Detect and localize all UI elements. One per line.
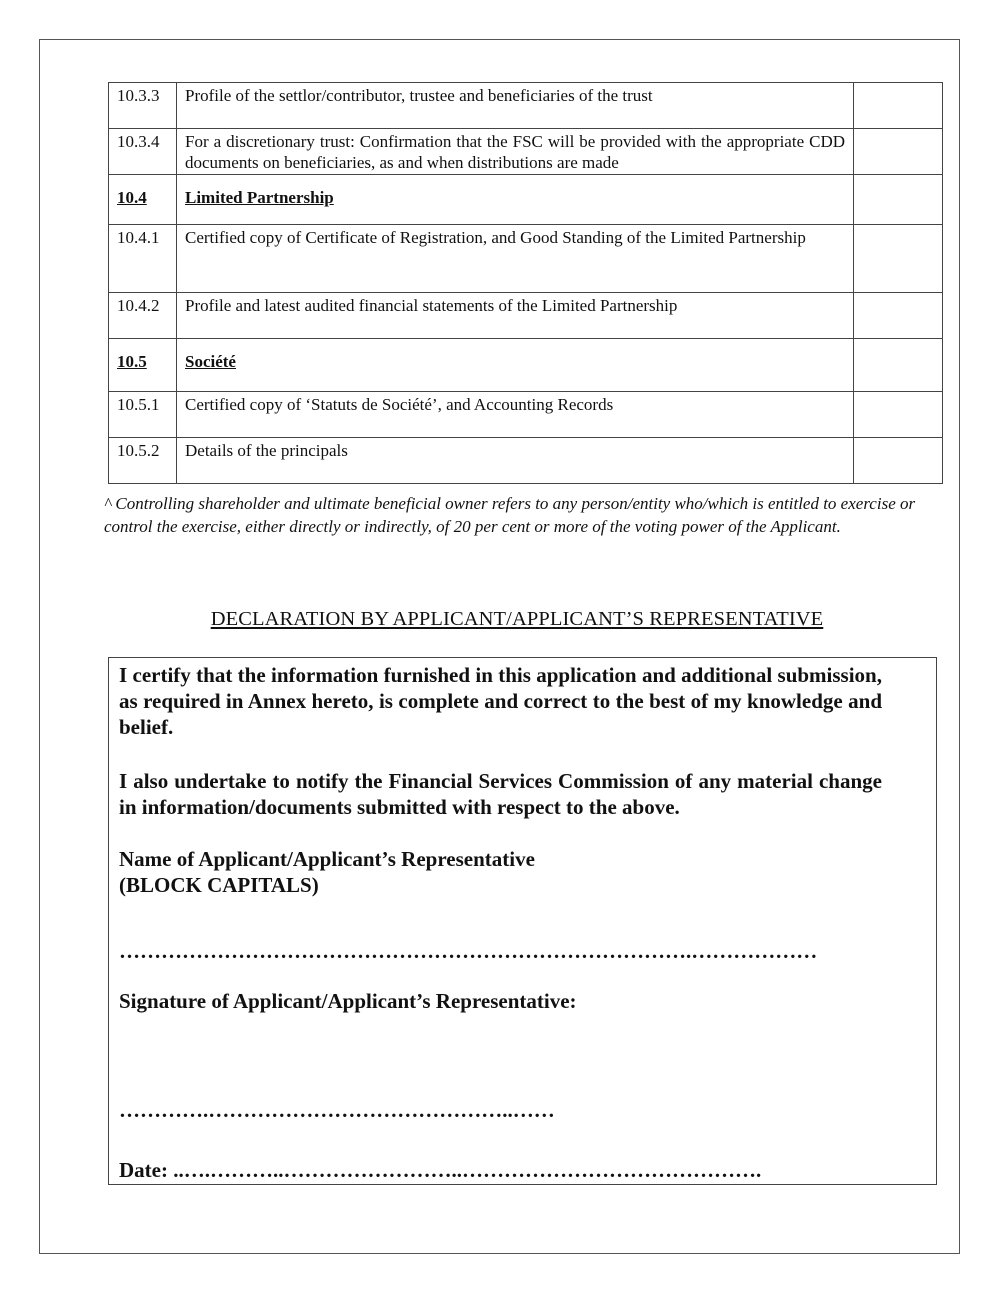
table-row: [109, 392, 943, 438]
item-number: 10.3.4: [109, 129, 177, 175]
signature-label: Signature of Applicant/Applicant’s Representative:: [119, 989, 577, 1013]
checkbox-cell[interactable]: [854, 438, 943, 484]
requirements-table: [108, 82, 943, 484]
date-line[interactable]: Date: ..….………..……………………..…………………………………….: [119, 1158, 762, 1182]
checkbox-cell[interactable]: [854, 83, 943, 129]
item-description: [177, 129, 854, 175]
name-label-block: [119, 846, 535, 898]
item-number: 10.4: [109, 175, 177, 225]
table-row: [109, 129, 943, 175]
item-description: [177, 392, 854, 438]
item-description-text: Société: [185, 352, 236, 371]
item-description-text: For a discretionary trust: Confirmation that the FSC will be provided with the appropriate CDD documents on beneficiaries, as and when distributions are made: [185, 132, 845, 172]
name-label: Name of Applicant/Applicant’s Representative: [119, 847, 535, 871]
signature-line[interactable]: ………….……………………………………..……: [119, 1098, 555, 1122]
checkbox-cell[interactable]: [854, 293, 943, 339]
table-row: [109, 225, 943, 293]
certification-paragraph: I certify that the information furnished in this application and additional submission, as required in Annex hereto, is complete and correct to the best of my knowledge and belief.: [119, 663, 882, 739]
name-line[interactable]: ……………………………………………………………………….………………: [119, 939, 818, 963]
item-number: 10.5.1: [109, 392, 177, 438]
item-description: [177, 225, 854, 293]
checkbox-cell[interactable]: [854, 225, 943, 293]
item-number: 10.4.1: [109, 225, 177, 293]
declaration-title: DECLARATION BY APPLICANT/APPLICANT’S REPRESENTATIVE: [210, 608, 824, 630]
checkbox-cell[interactable]: [854, 392, 943, 438]
table-row: [109, 293, 943, 339]
section-row: [109, 175, 943, 225]
item-description-text: Details of the principals: [185, 441, 348, 460]
item-description-text: Profile of the settlor/contributor, trustee and beneficiaries of the trust: [185, 86, 653, 105]
item-description: [177, 438, 854, 484]
checkbox-cell[interactable]: [854, 175, 943, 225]
checkbox-cell[interactable]: [854, 339, 943, 392]
item-description: [177, 83, 854, 129]
name-sublabel: (BLOCK CAPITALS): [119, 873, 319, 897]
item-number: 10.5: [109, 339, 177, 392]
item-number: 10.4.2: [109, 293, 177, 339]
item-description: [177, 175, 854, 225]
item-number: 10.3.3: [109, 83, 177, 129]
table-row: [109, 83, 943, 129]
table-row: [109, 438, 943, 484]
item-description-text: Certified copy of ‘Statuts de Société’, and Accounting Records: [185, 395, 614, 414]
checkbox-cell[interactable]: [854, 129, 943, 175]
footnote: ^ Controlling shareholder and ultimate beneficial owner refers to any person/entity who/which is entitled to exercise or control the exercise, either directly or indirectly, of 20 per cent or more of the voting power of the Applicant.: [104, 494, 916, 536]
item-description-text: Certified copy of Certificate of Registration, and Good Standing of the Limited Partnership: [185, 228, 806, 247]
undertaking-paragraph: I also undertake to notify the Financial Services Commission of any material change in information/documents submitted with respect to the above.: [119, 769, 882, 819]
item-number: 10.5.2: [109, 438, 177, 484]
section-row: [109, 339, 943, 392]
item-description-text: Profile and latest audited financial statements of the Limited Partnership: [185, 296, 678, 315]
item-description-text: Limited Partnership: [185, 188, 334, 207]
item-description: [177, 339, 854, 392]
item-description: [177, 293, 854, 339]
declaration-box: [108, 657, 937, 1185]
